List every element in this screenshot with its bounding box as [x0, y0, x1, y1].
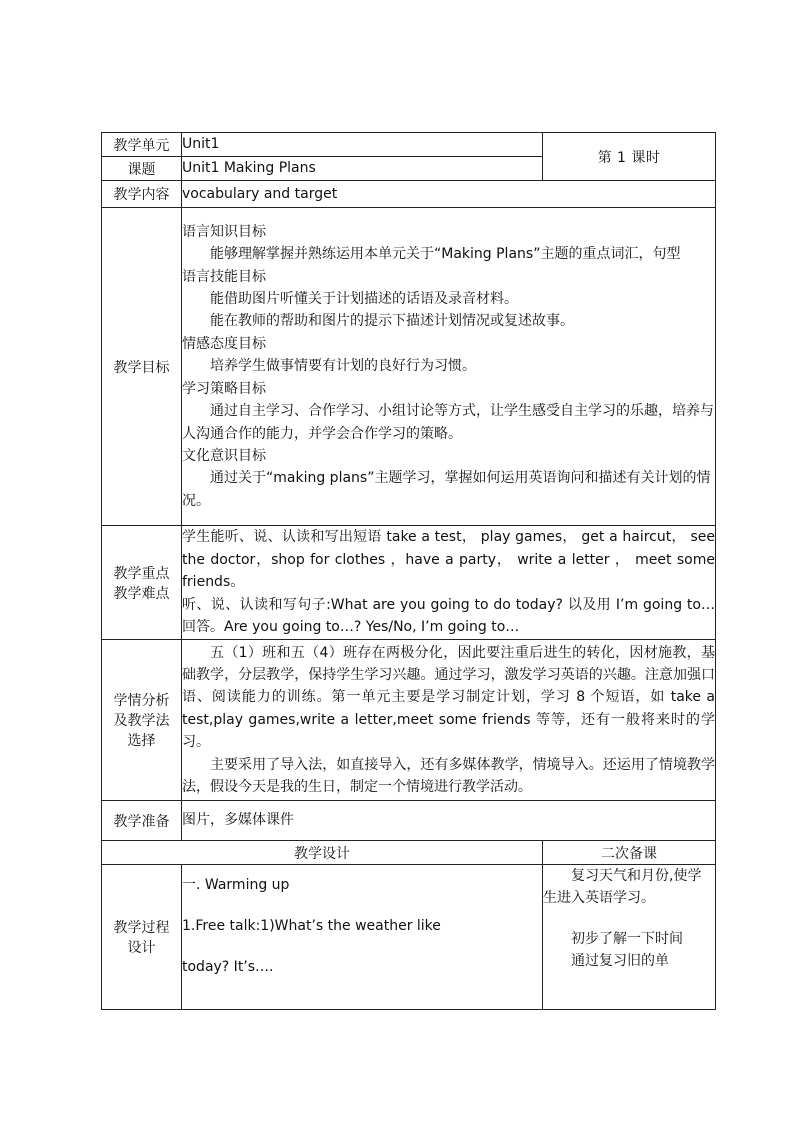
second-prep-header: 二次备课 [543, 841, 716, 865]
objective-line: 语言技能目标 [182, 268, 266, 285]
note-line: 复习天气和月份,使学生进入英语学习。 [543, 868, 702, 907]
objective-line: 情感态度目标 [182, 335, 266, 352]
topic-label: 课题 [102, 157, 182, 181]
process-line: 一. Warming up [182, 877, 290, 893]
analysis-paragraph: 主要采用了导入法，如直接导入，还有多媒体教学，情境导入。还运用了情境教学法，假设今天是我的生日，制定一个情境进行教学活动。 [182, 756, 715, 796]
note-line: 通过复习旧的单 [571, 953, 669, 970]
topic-value: Unit1 Making Plans [182, 157, 543, 181]
row-objectives [102, 208, 716, 526]
analysis-label-1: 学情分析 [113, 693, 170, 709]
objective-line: 能借助图片听懂关于计划描述的话语及录音材料。 [210, 291, 518, 308]
objectives-label: 教学目标 [102, 208, 182, 526]
process-label-1: 教学过程 [113, 920, 170, 936]
process-line: today? It’s…. [182, 959, 274, 975]
objectives-content [182, 208, 716, 526]
key-point-line: 学生能听、说、认读和写出短语 take a test， play games， get a haircut， see the doctor，shop for clothes ，have a party， write a letter ， meet some friends。 [182, 529, 715, 591]
objective-line: 能在教师的帮助和图片的提示下描述计划情况或复述故事。 [210, 313, 574, 330]
note-line: 初步了解一下时间 [571, 930, 683, 947]
analysis-paragraph: 五（1）班和五（4）班存在两极分化，因此要注重后进生的转化，因材施教，基础教学，分层教学，保持学生学习兴趣。通过学习，激发学习英语的兴趣。注意加强口语、阅读能力的训练。第一单元主要是学习制定计划，学习 8 个短语，如 take a test,play games,write a letter,meet some friends 等等，还有一般将来时的学习。 [182, 644, 715, 751]
analysis-label-3: 选择 [127, 733, 156, 749]
period-cell: 第 1 课时 [543, 133, 716, 181]
content-value: vocabulary and target [182, 181, 716, 208]
row-unit [102, 133, 716, 157]
key-label-2: 教学难点 [113, 585, 170, 602]
prep-value: 图片，多媒体课件 [182, 801, 716, 841]
prep-label: 教学准备 [102, 801, 182, 841]
analysis-label [102, 640, 182, 801]
lesson-plan-table [101, 132, 716, 1010]
objective-line: 学习策略目标 [182, 380, 266, 397]
key-label-1: 教学重点 [113, 565, 170, 582]
objective-line: 语言知识目标 [182, 223, 266, 240]
analysis-label-2: 及教学法 [113, 713, 170, 729]
process-label [102, 865, 182, 1010]
row-key-points [102, 526, 716, 640]
objective-line: 培养学生做事情要有计划的良好行为习惯。 [210, 358, 476, 375]
design-header: 教学设计 [102, 841, 543, 865]
process-label-2: 设计 [127, 940, 156, 956]
key-points-label [102, 526, 182, 640]
row-design-header [102, 841, 716, 865]
row-content [102, 181, 716, 208]
process-content [182, 865, 543, 1010]
objective-line: 通过关于“making plans”主题学习，掌握如何运用英语询问和描述有关计划的情况。 [182, 470, 711, 509]
key-points-content [182, 526, 716, 640]
objective-line: 能够理解掌握并熟练运用本单元关于“Making Plans”主题的重点词汇，句型 [210, 246, 681, 263]
second-prep-notes [543, 865, 716, 1010]
objective-line: 通过自主学习、合作学习、小组讨论等方式，让学生感受自主学习的乐趣，培养与人沟通合作的能力，并学会合作学习的策略。 [182, 403, 714, 442]
row-process [102, 865, 716, 1010]
key-point-line: 听、说、认读和写句子:What are you going to do today? 以及用 I’m going to…回答。Are you going to…? Yes/No, I’m going to… [182, 596, 715, 636]
unit-value: Unit1 [182, 133, 543, 157]
process-line: 1.Free talk:1)What’s the weather like [182, 918, 441, 934]
row-analysis [102, 640, 716, 801]
analysis-content [182, 640, 716, 801]
row-prep [102, 801, 716, 841]
content-label: 教学内容 [102, 181, 182, 208]
note-gap [543, 910, 715, 928]
unit-label: 教学单元 [102, 133, 182, 157]
objective-line: 文化意识目标 [182, 447, 266, 464]
